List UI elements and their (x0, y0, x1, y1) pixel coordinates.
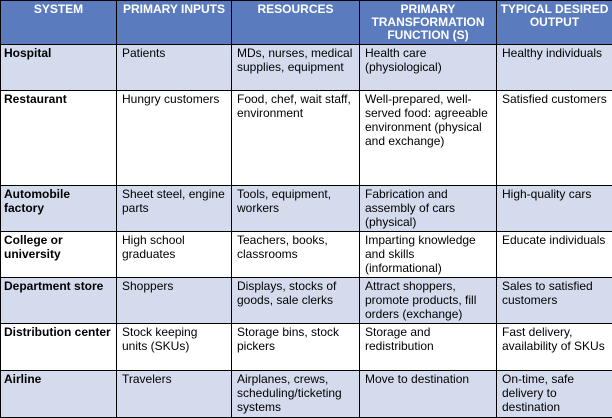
system-cell: Automobile factory (1, 186, 117, 232)
resources-cell: MDs, nurses, medical supplies, equipment (232, 45, 360, 91)
header-transformation-function: PRIMARY TRANSFORMATION FUNCTION (S) (360, 1, 497, 45)
inputs-cell: Travelers (117, 371, 232, 418)
output-cell: High-quality cars (497, 186, 612, 232)
resources-cell: Airplanes, crews, scheduling/ticketing systems (232, 371, 360, 418)
resources-cell: Tools, equipment, workers (232, 186, 360, 232)
system-cell: Distribution center (1, 324, 117, 371)
transformation-cell: Move to destination (360, 371, 497, 418)
inputs-cell: Stock keeping units (SKUs) (117, 324, 232, 371)
inputs-cell: Sheet steel, engine parts (117, 186, 232, 232)
transformation-cell: Health care (physiological) (360, 45, 497, 91)
table-row (1, 45, 612, 91)
system-cell: Department store (1, 278, 117, 324)
resources-cell: Storage bins, stock pickers (232, 324, 360, 371)
output-cell: On-time, safe delivery to destination (497, 371, 612, 418)
table-row (1, 324, 612, 371)
transformation-cell: Fabrication and assembly of cars (physical) (360, 186, 497, 232)
inputs-cell: Patients (117, 45, 232, 91)
output-cell: Healthy individuals (497, 45, 612, 91)
transformation-cell: Storage and redistribution (360, 324, 497, 371)
system-cell: Airline (1, 371, 117, 418)
output-cell: Fast delivery, availability of SKUs (497, 324, 612, 371)
system-cell: Hospital (1, 45, 117, 91)
system-cell: Restaurant (1, 91, 117, 186)
header-system: SYSTEM (1, 1, 117, 45)
resources-cell: Food, chef, wait staff, environment (232, 91, 360, 186)
table-row (1, 278, 612, 324)
output-cell: Educate individuals (497, 232, 612, 278)
inputs-cell: Hungry customers (117, 91, 232, 186)
header-desired-output: TYPICAL DESIRED OUTPUT (497, 1, 612, 45)
resources-cell: Teachers, books, classrooms (232, 232, 360, 278)
resources-cell: Displays, stocks of goods, sale clerks (232, 278, 360, 324)
table-row (1, 232, 612, 278)
inputs-cell: Shoppers (117, 278, 232, 324)
table-row (1, 91, 612, 186)
table-row (1, 371, 612, 418)
output-cell: Satisfied customers (497, 91, 612, 186)
transformation-cell: Imparting knowledge and skills (informational) (360, 232, 497, 278)
transformation-cell: Well-prepared, well-served food: agreeable environment (physical and exchange) (360, 91, 497, 186)
system-cell: College or university (1, 232, 117, 278)
inputs-cell: High school graduates (117, 232, 232, 278)
header-primary-inputs: PRIMARY INPUTS (117, 1, 232, 45)
table-row (1, 186, 612, 232)
header-resources: RESOURCES (232, 1, 360, 45)
header-row (1, 1, 612, 45)
output-cell: Sales to satisfied customers (497, 278, 612, 324)
transformation-cell: Attract shoppers, promote products, fill orders (exchange) (360, 278, 497, 324)
